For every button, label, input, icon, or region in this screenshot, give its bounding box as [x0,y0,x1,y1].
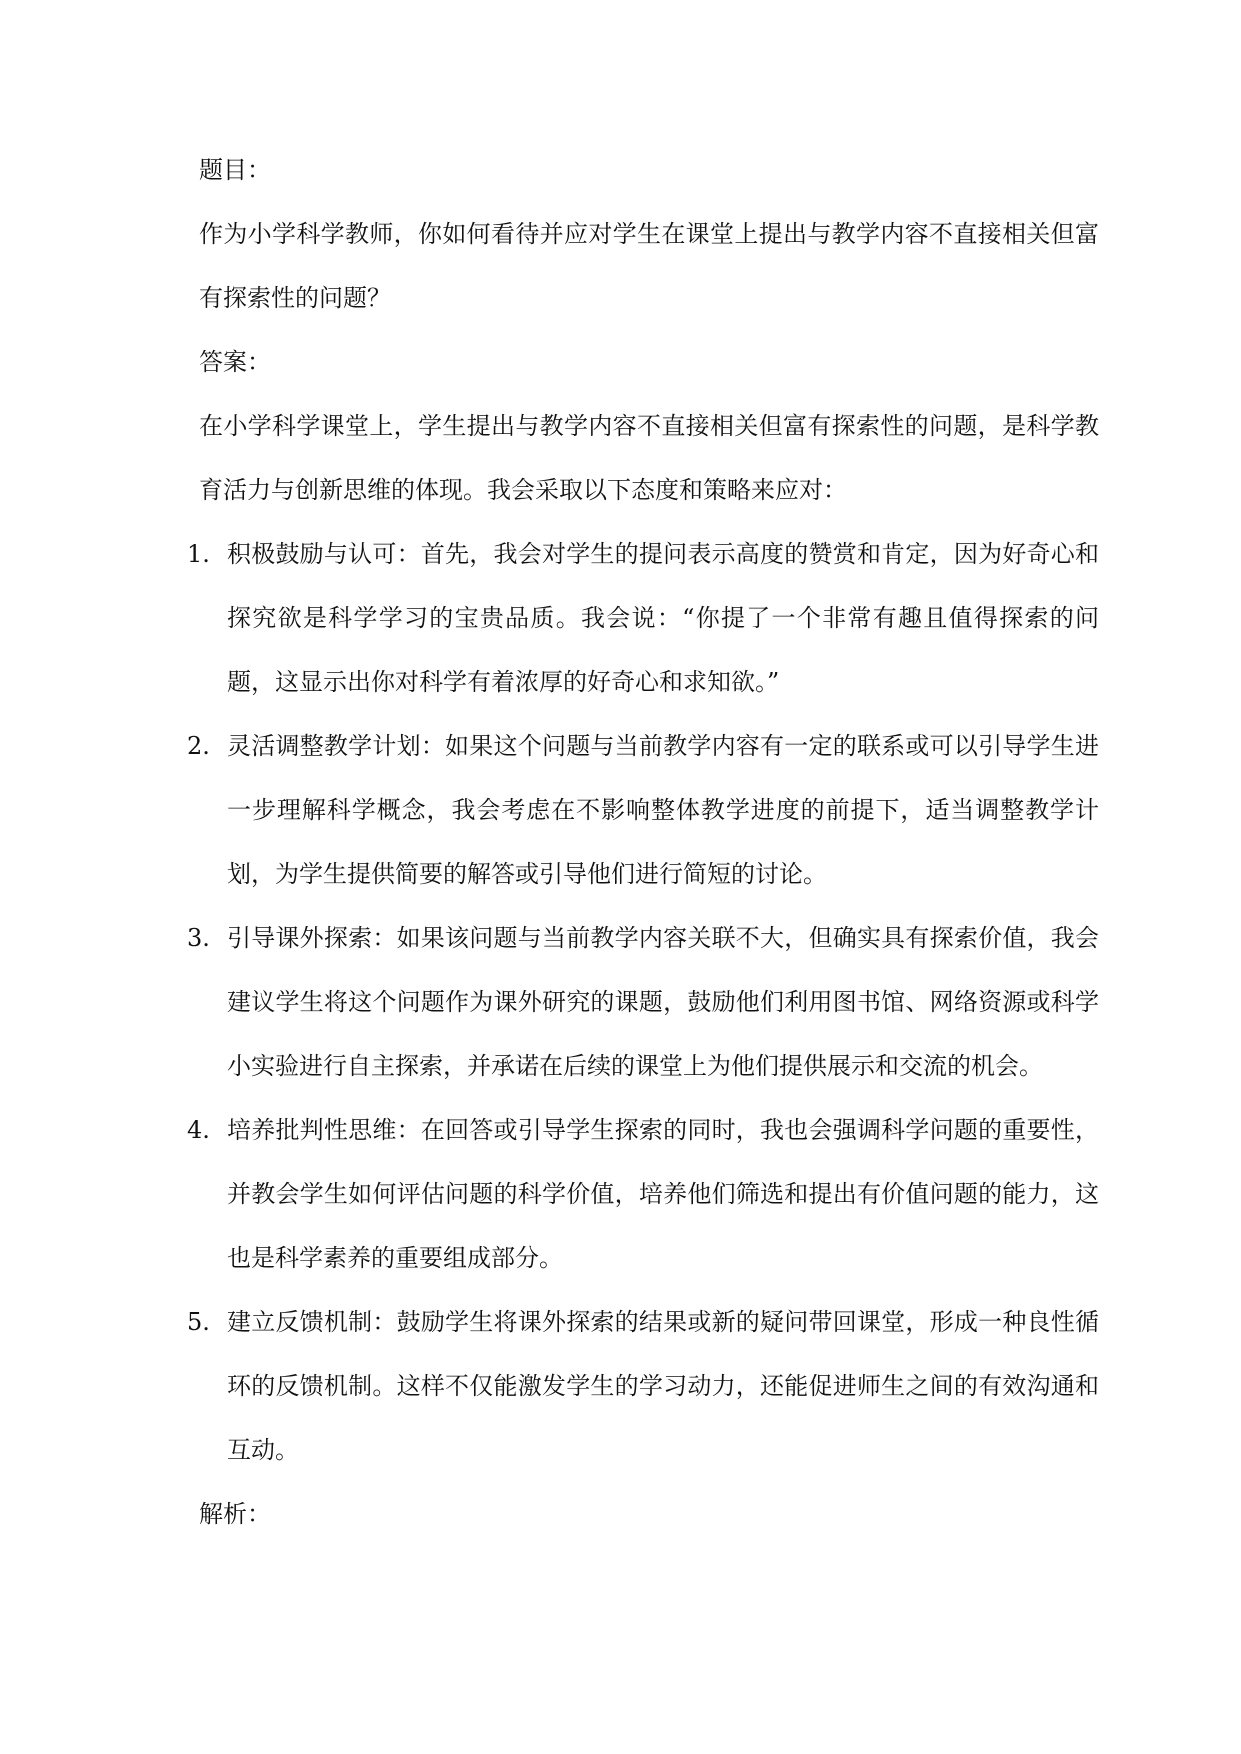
list-item-number: 5. [187,1308,210,1336]
question-text: 作为小学科学教师，你如何看待并应对学生在课堂上提出与教学内容不直接相关但富有探索性的问题？ [199,220,1099,312]
list-item-number: 2. [187,732,210,760]
list-item-text: ：如果该问题与当前教学内容关联不大，但确实具有探索价值，我会建议学生将这个问题作为课外研究的课题，鼓励他们利用图书馆、网络资源或科学小实验进行自主探索，并承诺在后续的课堂上为他们提供展示和交流的机会。 [227,924,1100,1080]
list-item [187,714,1099,906]
list-item-term: 培养批判性思维 [227,1116,397,1144]
list-item [187,1290,1100,1482]
answer-label: 答案： [199,348,271,376]
list-item [187,1098,1100,1290]
list-item-term: 积极鼓励与认可 [227,540,397,568]
list-item-term: 灵活调整教学计划 [227,732,421,760]
list-item-term: 建立反馈机制 [227,1308,373,1336]
question-label: 题目： [199,156,271,184]
strategy-list [187,522,1100,1482]
list-item-number: 1. [187,540,210,568]
document-body [187,138,1100,1546]
list-item-text: ：在回答或引导学生探索的同时，我也会强调科学问题的重要性，并教会学生如何评估问题的科学价值，培养他们筛选和提出有价值问题的能力，这也是科学素养的重要组成部分。 [227,1116,1100,1272]
answer-intro: 在小学科学课堂上，学生提出与教学内容不直接相关但富有探索性的问题，是科学教育活力与创新思维的体现。我会采取以下态度和策略来应对： [199,412,1099,504]
list-item-text: ：鼓励学生将课外探索的结果或新的疑问带回课堂，形成一种良性循环的反馈机制。这样不仅能激发学生的学习动力，还能促进师生之间的有效沟通和互动。 [227,1308,1100,1464]
list-item [187,522,1100,714]
analysis-label: 解析： [199,1500,271,1528]
list-item-number: 4. [187,1116,210,1144]
list-item-text: ：首先，我会对学生的提问表示高度的赞赏和肯定，因为好奇心和探究欲是科学学习的宝贵品质。我会说：“你提了一个非常有趣且值得探索的问题，这显示出你对科学有着浓厚的好奇心和求知欲。” [227,540,1100,696]
list-item [187,906,1100,1098]
list-item-number: 3. [187,924,210,952]
list-item-term: 引导课外探索 [227,924,373,952]
list-item-text: ：如果这个问题与当前教学内容有一定的联系或可以引导学生进一步理解科学概念，我会考虑在不影响整体教学进度的前提下，适当调整教学计划，为学生提供简要的解答或引导他们进行简短的讨论。 [227,732,1099,888]
